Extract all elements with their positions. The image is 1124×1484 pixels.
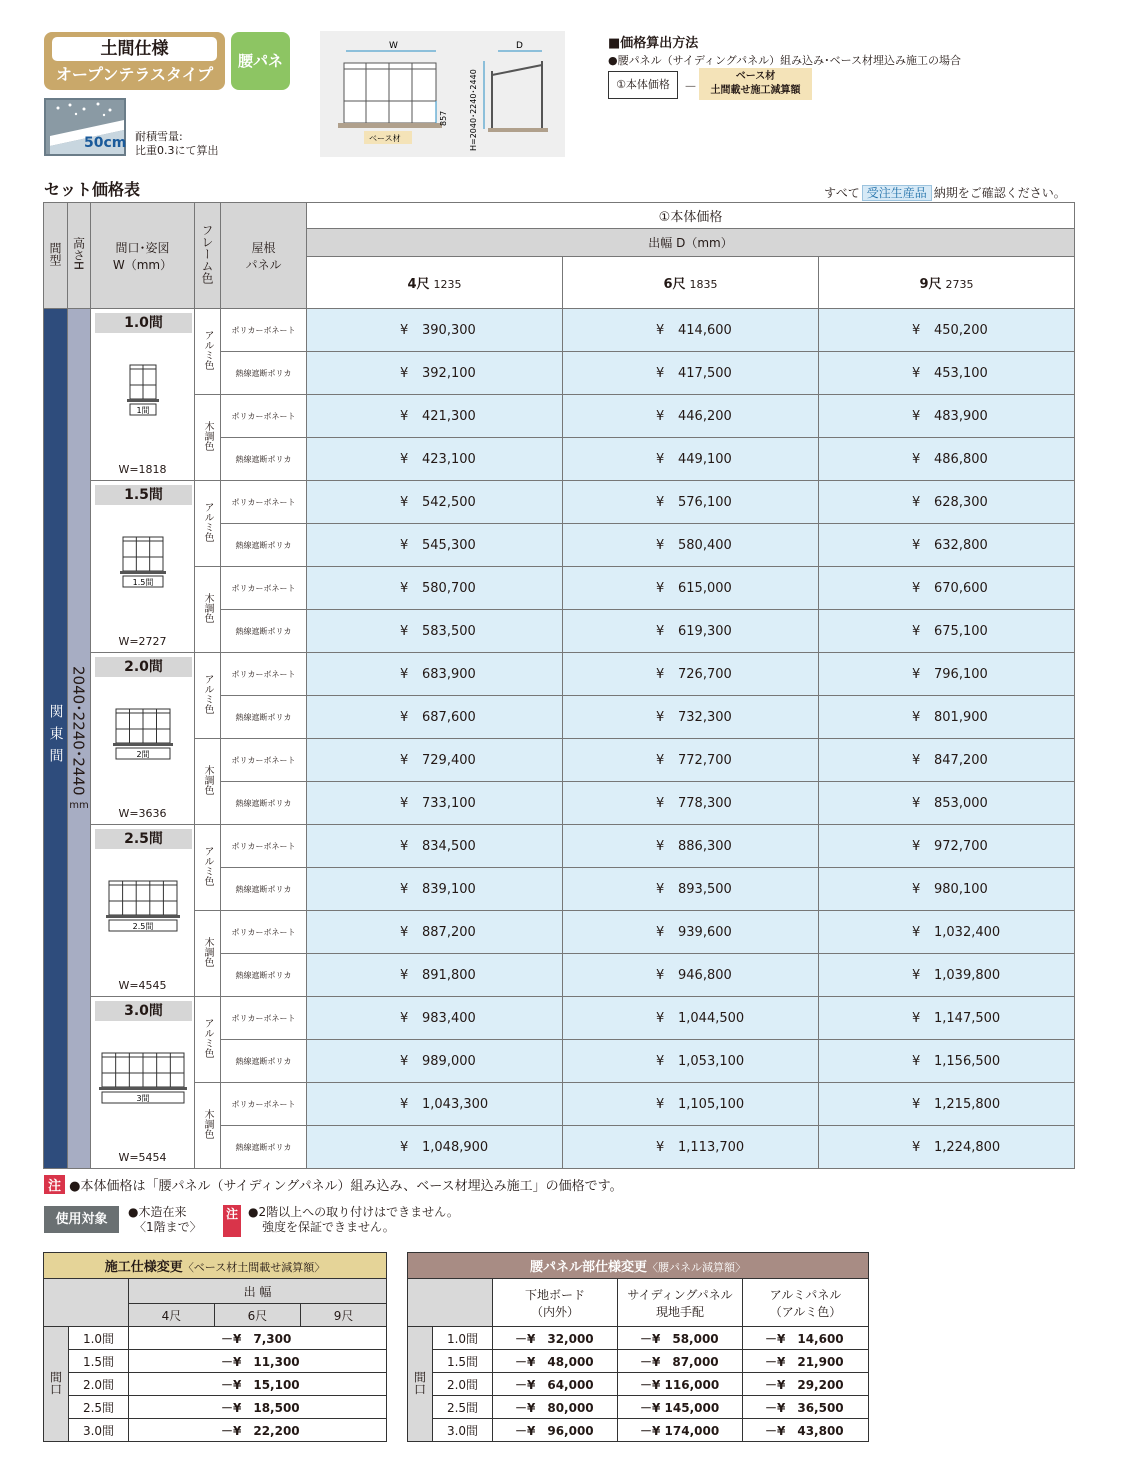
construction-value: －¥ 11,300 [129,1350,387,1373]
price-cell: ¥ 839,100 [307,868,563,911]
col-height-header: 高さH [68,203,91,309]
price-cell: ¥ 1,156,500 [819,1040,1075,1083]
price-cell: ¥ 778,300 [563,782,819,825]
panel-badge: 腰パネル [231,32,290,90]
construction-value: －¥ 18,500 [129,1396,387,1419]
panel-value: －¥ 32,000 [493,1327,618,1350]
price-cell: ¥ 687,600 [307,696,563,739]
panel-value: －¥ 14,600 [743,1327,869,1350]
price-row [44,309,1075,352]
snow-load-label: 耐積雪量: 比重0.3にて算出 [135,130,219,157]
price-cell: ¥ 446,200 [563,395,819,438]
panel-ken: 1.5間 [433,1350,493,1373]
badge-type: オープンテラスタイプ [55,65,214,84]
panel-ken: 2.5間 [433,1396,493,1419]
width-cell [91,309,195,481]
price-cell: ¥ 989,000 [307,1040,563,1083]
price-cell: ¥ 1,039,800 [819,954,1075,997]
roof-panel: ポリカーボネート [221,395,307,438]
price-cell: ¥ 583,500 [307,610,563,653]
width-value: W=5454 [118,1151,167,1164]
price-cell: ¥ 972,700 [819,825,1075,868]
price-row [44,395,1075,438]
set-price-title: セット価格表 [44,180,141,199]
depth-col-0: 4尺 1235 [307,257,563,309]
price-cell: ¥ 449,100 [563,438,819,481]
ken-tag: 2.5間 [132,922,153,931]
price-cell: ¥ 891,800 [307,954,563,997]
construction-value: －¥ 22,200 [129,1419,387,1442]
depth-col-2: 9尺 2735 [819,257,1075,309]
panel-value: －¥ 116,000 [618,1373,743,1396]
roof-panel: ポリカーボネート [221,825,307,868]
panel-value: －¥ 80,000 [493,1396,618,1419]
panel-row [408,1419,869,1442]
ken-tag: 2間 [135,750,150,759]
roof-panel: 熱線遮断ポリカ [221,610,307,653]
construction-depth-6: 6尺 [215,1304,301,1327]
price-cell: ¥ 1,113,700 [563,1126,819,1169]
method-title: ■価格算出方法 [608,36,699,51]
panel-value: －¥ 145,000 [618,1396,743,1419]
price-cell: ¥ 893,500 [563,868,819,911]
house-front-icon [93,1047,193,1107]
construction-row [44,1373,387,1396]
price-row [44,997,1075,1040]
roof-panel: ポリカーボネート [221,911,307,954]
price-cell: ¥ 421,300 [307,395,563,438]
frame-color: 木調色 [195,1083,221,1169]
made-to-order-tag: 受注生産品 [862,185,932,201]
frame-color: 木調色 [195,911,221,997]
roof-panel: 熱線遮断ポリカ [221,1040,307,1083]
construction-title: 施工仕様変更〈ベース材土間載せ減算額〉 [44,1253,387,1279]
price-cell: ¥ 796,100 [819,653,1075,696]
price-cell: ¥ 983,400 [307,997,563,1040]
frame-color: 木調色 [195,567,221,653]
roof-panel: ポリカーボネート [221,739,307,782]
width-value: W=2727 [118,635,167,648]
panel-spec-table [407,1252,869,1442]
type-cell: 関東間 [44,309,68,1169]
method-body-price: ①本体価格 [608,71,678,99]
price-cell: ¥ 542,500 [307,481,563,524]
price-row [44,911,1075,954]
usage-tag: 使用対象 [44,1206,119,1233]
construction-ken: 2.5間 [69,1396,129,1419]
diagram-w-label: W [389,41,398,51]
panel-col-board: 下地ボード （内外） [493,1279,618,1327]
spec-badge [44,32,225,90]
diagram-base-label: ベース材 [369,134,401,143]
price-cell: ¥ 847,200 [819,739,1075,782]
price-cell: ¥ 887,200 [307,911,563,954]
price-cell: ¥ 834,500 [307,825,563,868]
house-front-icon [93,359,193,419]
construction-row [44,1327,387,1350]
width-cell [91,481,195,653]
diagram-d-label: D [516,41,523,51]
price-cell: ¥ 423,100 [307,438,563,481]
panel-row-label: 間口 [408,1327,433,1442]
price-cell: ¥ 853,000 [819,782,1075,825]
panel-ken: 2.0間 [433,1373,493,1396]
panel-value: －¥ 64,000 [493,1373,618,1396]
dimension-diagram [320,31,565,157]
roof-panel: 熱線遮断ポリカ [221,352,307,395]
width-cell [91,997,195,1169]
panel-value: －¥ 58,000 [618,1327,743,1350]
ken-label: 3.0間 [95,1001,192,1021]
price-cell: ¥ 726,700 [563,653,819,696]
construction-ken: 1.0間 [69,1327,129,1350]
construction-ken: 2.0間 [69,1373,129,1396]
ken-label: 1.0間 [95,313,192,333]
roof-panel: ポリカーボネート [221,997,307,1040]
construction-spec-table [43,1252,387,1442]
price-cell: ¥ 772,700 [563,739,819,782]
method-subtitle: ●腰パネル（サイディングパネル）組み込み･ベース材埋込み施工の場合 [608,54,962,67]
price-row [44,481,1075,524]
price-row [44,567,1075,610]
height-cell: 2040･2240･2440 mm [68,309,91,1169]
construction-depth-label: 出 幅 [129,1279,387,1304]
price-cell: ¥ 628,300 [819,481,1075,524]
panel-value: －¥ 48,000 [493,1350,618,1373]
construction-ken: 1.5間 [69,1350,129,1373]
frame-color: 木調色 [195,395,221,481]
method-minus: － [684,80,698,95]
panel-row [408,1327,869,1350]
badge-title: 土間仕様 [52,37,217,61]
frame-color: アルミ色 [195,309,221,395]
ken-tag: 3間 [135,1094,150,1103]
price-cell: ¥ 1,032,400 [819,911,1075,954]
construction-row [44,1396,387,1419]
panel-value: －¥ 36,500 [743,1396,869,1419]
snow-load-value: 50cm [84,135,127,151]
price-cell: ¥ 733,100 [307,782,563,825]
panel-ken: 1.0間 [433,1327,493,1350]
diagram-h-label: H=2040･2240･2440 [469,69,478,151]
panel-value: －¥ 21,900 [743,1350,869,1373]
price-cell: ¥ 580,700 [307,567,563,610]
price-row [44,1083,1075,1126]
made-to-order-note: すべて 受注生産品 納期をご確認ください。 [824,186,1066,200]
roof-panel: ポリカーボネート [221,567,307,610]
roof-panel: ポリカーボネート [221,653,307,696]
depth-col-1: 6尺 1835 [563,257,819,309]
frame-color: アルミ色 [195,997,221,1083]
frame-color: 木調色 [195,739,221,825]
price-cell: ¥ 619,300 [563,610,819,653]
panel-value: －¥ 29,200 [743,1373,869,1396]
price-cell: ¥ 580,400 [563,524,819,567]
ken-label: 2.5間 [95,829,192,849]
roof-panel: 熱線遮断ポリカ [221,1126,307,1169]
col-roof-header: 屋根 パネル [221,203,307,309]
panel-value: －¥ 174,000 [618,1419,743,1442]
price-cell: ¥ 453,100 [819,352,1075,395]
price-cell: ¥ 417,500 [563,352,819,395]
panel-row [408,1373,869,1396]
construction-value: －¥ 15,100 [129,1373,387,1396]
price-cell: ¥ 1,215,800 [819,1083,1075,1126]
price-cell: ¥ 729,400 [307,739,563,782]
col-frame-header: フレーム色 [195,203,221,309]
frame-color: アルミ色 [195,653,221,739]
construction-depth-9: 9尺 [301,1304,387,1327]
price-cell: ¥ 632,800 [819,524,1075,567]
depth-header: 出幅 D（mm） [307,229,1075,257]
roof-panel: ポリカーボネート [221,1083,307,1126]
roof-panel: 熱線遮断ポリカ [221,954,307,997]
price-cell: ¥ 390,300 [307,309,563,352]
roof-panel: 熱線遮断ポリカ [221,696,307,739]
width-cell [91,653,195,825]
price-cell: ¥ 1,224,800 [819,1126,1075,1169]
panel-value: －¥ 96,000 [493,1419,618,1442]
price-cell: ¥ 486,800 [819,438,1075,481]
roof-panel: 熱線遮断ポリカ [221,782,307,825]
roof-panel: 熱線遮断ポリカ [221,868,307,911]
col-type-header: 間型 [44,203,68,309]
set-price-table [43,202,1075,1169]
construction-depth-4: 4尺 [129,1304,215,1327]
roof-panel: 熱線遮断ポリカ [221,524,307,567]
price-row [44,739,1075,782]
panel-value: －¥ 87,000 [618,1350,743,1373]
panel-spec-title: 腰パネル部仕様変更〈腰パネル減算額〉 [408,1253,869,1279]
roof-panel: ポリカーボネート [221,309,307,352]
price-cell: ¥ 683,900 [307,653,563,696]
width-value: W=4545 [118,979,167,992]
note-body-price: 注 ●本体価格は「腰パネル（サイディングパネル）組み込み、ベース材埋込み施工」の価格です。 [44,1175,623,1194]
price-cell: ¥ 1,147,500 [819,997,1075,1040]
price-cell: ¥ 946,800 [563,954,819,997]
construction-row [44,1419,387,1442]
method-base-deduction: ベース材 土間載せ施工減算額 [699,68,812,100]
construction-row-label: 間口 [44,1327,69,1442]
ken-label: 2.0間 [95,657,192,677]
note2-text: ●2階以上への取り付けはできません。 強度を保証できません。 [248,1205,459,1234]
panel-col-siding: サイディングパネル 現地手配 [618,1279,743,1327]
roof-panel: 熱線遮断ポリカ [221,438,307,481]
price-cell: ¥ 980,100 [819,868,1075,911]
price-cell: ¥ 801,900 [819,696,1075,739]
note-tag: 注 [44,1175,65,1194]
price-cell: ¥ 1,043,300 [307,1083,563,1126]
width-cell [91,825,195,997]
price-cell: ¥ 1,048,900 [307,1126,563,1169]
width-value: W=1818 [118,463,167,476]
roof-panel: ポリカーボネート [221,481,307,524]
diagram-857-label: 857 [439,110,448,126]
panel-row [408,1396,869,1419]
price-cell: ¥ 392,100 [307,352,563,395]
price-cell: ¥ 886,300 [563,825,819,868]
price-cell: ¥ 1,053,100 [563,1040,819,1083]
price-cell: ¥ 615,000 [563,567,819,610]
frame-color: アルミ色 [195,825,221,911]
panel-ken: 3.0間 [433,1419,493,1442]
frame-color: アルミ色 [195,481,221,567]
price-row [44,653,1075,696]
ken-tag: 1間 [135,406,150,415]
body-price-header: ①本体価格 [307,203,1075,229]
price-cell: ¥ 939,600 [563,911,819,954]
ken-label: 1.5間 [95,485,192,505]
price-cell: ¥ 670,600 [819,567,1075,610]
price-cell: ¥ 732,300 [563,696,819,739]
house-front-icon [93,703,193,763]
ken-tag: 1.5間 [132,578,153,587]
note2-tag: 注 [223,1205,241,1237]
construction-row [44,1350,387,1373]
price-cell: ¥ 545,300 [307,524,563,567]
panel-value: －¥ 43,800 [743,1419,869,1442]
width-value: W=3636 [118,807,167,820]
construction-value: －¥ 7,300 [129,1327,387,1350]
price-cell: ¥ 675,100 [819,610,1075,653]
price-cell: ¥ 576,100 [563,481,819,524]
price-cell: ¥ 483,900 [819,395,1075,438]
price-row [44,825,1075,868]
col-width-header: 間口･姿図 W（mm） [91,203,195,309]
construction-ken: 3.0間 [69,1419,129,1442]
house-front-icon [93,531,193,591]
usage-text: ●木造在来 〈1階まで〉 [128,1205,202,1234]
price-cell: ¥ 450,200 [819,309,1075,352]
panel-row [408,1350,869,1373]
house-front-icon [93,875,193,935]
price-cell: ¥ 1,044,500 [563,997,819,1040]
panel-col-aluminum: アルミパネル （アルミ色） [743,1279,869,1327]
price-cell: ¥ 414,600 [563,309,819,352]
price-cell: ¥ 1,105,100 [563,1083,819,1126]
